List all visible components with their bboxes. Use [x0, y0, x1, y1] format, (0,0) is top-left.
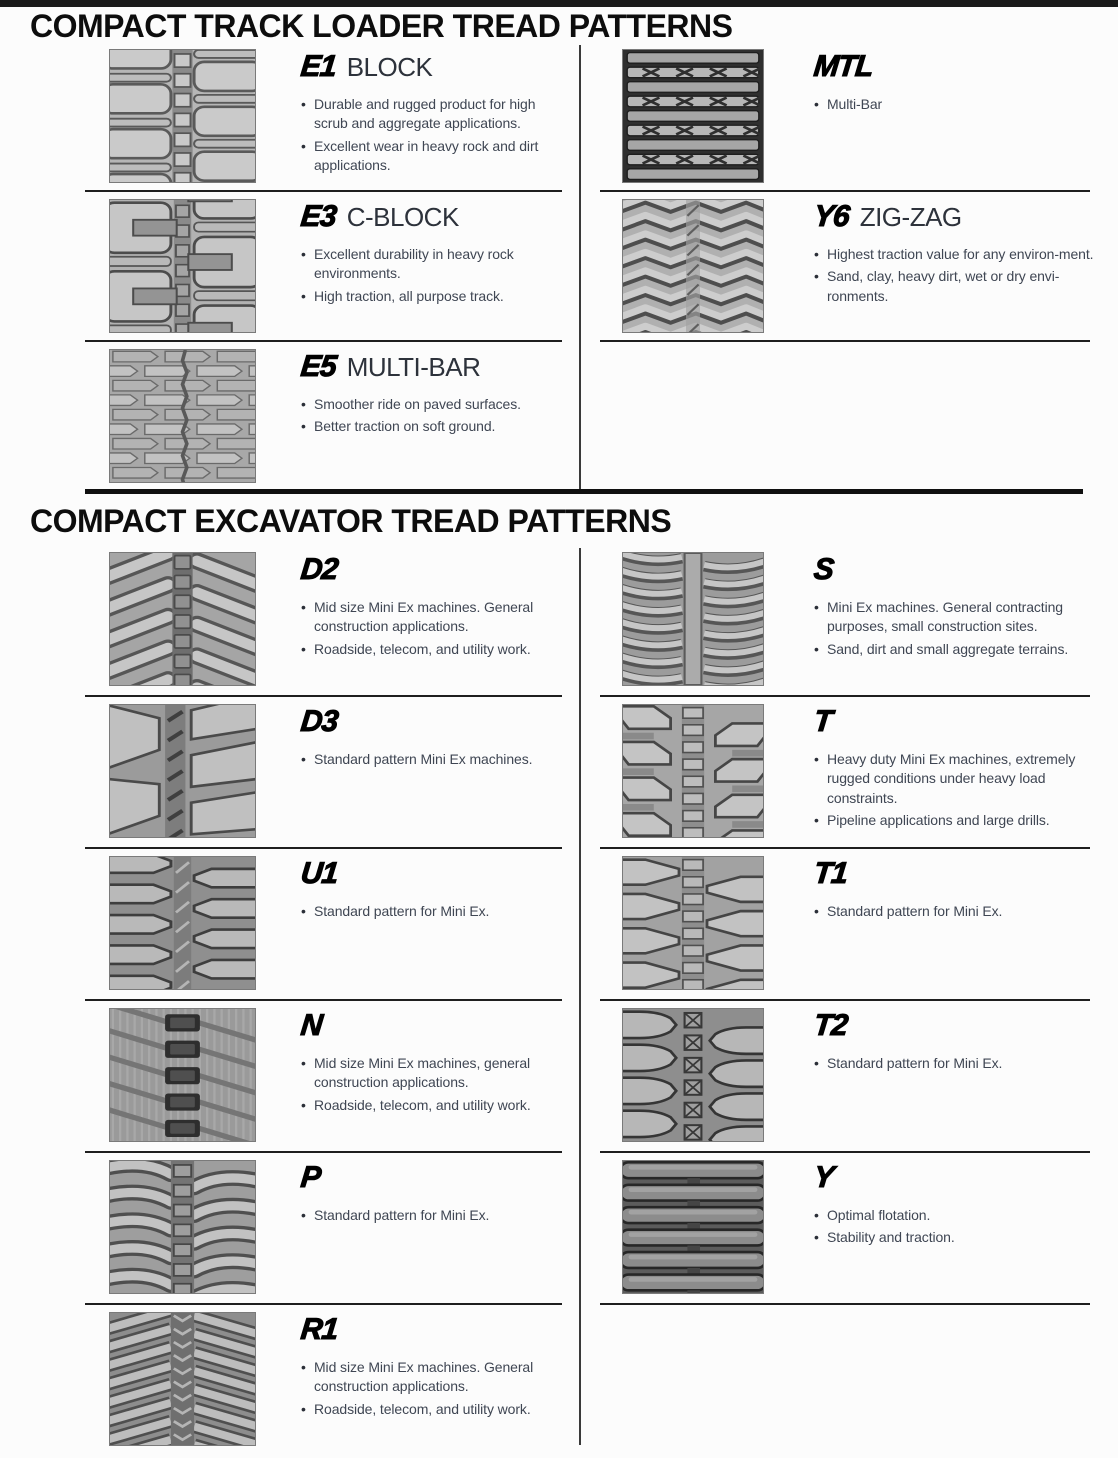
tread-image-u1 — [109, 856, 256, 990]
excavator-right-column — [600, 545, 1090, 1305]
pattern-heading — [814, 857, 1094, 891]
pattern-code: P — [299, 1161, 322, 1194]
pattern-bullets — [814, 95, 1094, 114]
tread-pattern-art — [623, 50, 763, 182]
pattern-info — [301, 349, 553, 440]
bullet-item: • Multi-Bar — [814, 95, 1094, 114]
excavator-left-column — [85, 545, 562, 1457]
bullet-item: • Excellent durability in heavy rock environments. — [301, 245, 553, 284]
pattern-info — [301, 1312, 553, 1422]
pattern-bullets — [301, 245, 553, 306]
tread-image-p — [109, 1160, 256, 1294]
bullet-item: • Standard pattern for Mini Ex. — [814, 1054, 1094, 1073]
bullet-item: • Mid size Mini Ex machines. General construction applications. — [301, 1358, 553, 1397]
pattern-name: C-BLOCK — [346, 202, 459, 232]
bullet-item: • Mid size Mini Ex machines, general construction applications. — [301, 1054, 553, 1093]
pattern-info — [301, 1160, 553, 1228]
tread-pattern-art — [110, 1313, 255, 1445]
pattern-code: E5 — [299, 350, 338, 383]
section-title-track-loader: COMPACT TRACK LOADER TREAD PATTERNS — [30, 8, 733, 44]
tread-pattern-art — [110, 553, 255, 685]
pattern-info — [301, 199, 553, 309]
tread-pattern-art — [623, 1009, 763, 1141]
pattern-heading — [301, 553, 553, 587]
bullet-item: • Standard pattern for Mini Ex. — [814, 902, 1094, 921]
bullet-item: • Sand, clay, heavy dirt, wet or dry envi-ronments. — [814, 267, 1094, 306]
pattern-code: R1 — [299, 1313, 340, 1346]
pattern-heading — [814, 1161, 1094, 1195]
pattern-row — [600, 192, 1094, 342]
pattern-bullets — [301, 395, 553, 437]
tread-image-s — [622, 552, 764, 686]
pattern-code: S — [812, 553, 835, 586]
pattern-bullets — [301, 598, 553, 659]
pattern-code: T2 — [812, 1009, 849, 1042]
pattern-bullets — [301, 750, 553, 769]
tread-image-t — [622, 704, 764, 838]
bullet-item: • Mini Ex machines. General contracting purposes, small construction sites. — [814, 598, 1094, 637]
pattern-heading — [814, 50, 1094, 84]
pattern-bullets — [301, 902, 553, 921]
bullet-item: • Highest traction value for any environ-ment. — [814, 245, 1094, 264]
bullet-item: • Better traction on soft ground. — [301, 417, 553, 436]
tread-image-mtl — [622, 49, 764, 183]
pattern-info — [814, 49, 1094, 117]
track-loader-right-column — [600, 42, 1094, 342]
bullet-item: • Standard pattern Mini Ex machines. — [301, 750, 553, 769]
tread-pattern-art — [623, 553, 763, 685]
pattern-bullets — [814, 245, 1094, 306]
pattern-heading — [814, 200, 1094, 234]
tread-pattern-art — [110, 857, 255, 989]
pattern-info — [814, 704, 1094, 833]
tread-pattern-art — [110, 350, 255, 482]
page-top-rule — [0, 0, 1118, 7]
pattern-info — [301, 704, 553, 772]
bullet-item: • Pipeline applications and large drills. — [814, 811, 1094, 830]
pattern-info — [814, 552, 1094, 662]
pattern-info — [301, 856, 553, 924]
pattern-row — [600, 1001, 1090, 1153]
pattern-bullets — [814, 1206, 1094, 1248]
tread-image-d2 — [109, 552, 256, 686]
pattern-info — [814, 1160, 1094, 1251]
tread-pattern-art — [110, 50, 255, 182]
pattern-info — [301, 552, 553, 662]
tread-image-n — [109, 1008, 256, 1142]
pattern-row — [85, 42, 562, 192]
pattern-name: ZIG-ZAG — [859, 202, 962, 232]
tread-image-r1 — [109, 1312, 256, 1446]
tread-image-zigzag — [622, 199, 764, 333]
bullet-item: • Roadside, telecom, and utility work. — [301, 1096, 553, 1115]
pattern-heading — [301, 200, 553, 234]
bullet-item: • High traction, all purpose track. — [301, 287, 553, 306]
bullet-item: • Durable and rugged product for high scrub and aggregate applications. — [301, 95, 553, 134]
pattern-bullets — [814, 1054, 1094, 1073]
pattern-row — [85, 697, 562, 849]
pattern-code: D3 — [299, 705, 340, 738]
pattern-info — [814, 1008, 1094, 1076]
bullet-item: • Excellent wear in heavy rock and dirt applications. — [301, 137, 553, 176]
pattern-code: Y6 — [812, 200, 851, 233]
tread-image-cblock — [109, 199, 256, 333]
bullet-item: • Smoother ride on paved surfaces. — [301, 395, 553, 414]
tread-pattern-art — [623, 1161, 763, 1293]
pattern-row — [600, 545, 1090, 697]
tread-image-d3 — [109, 704, 256, 838]
pattern-info — [301, 1008, 553, 1118]
pattern-code: U1 — [299, 857, 340, 890]
tread-image-t2 — [622, 1008, 764, 1142]
pattern-info — [301, 49, 553, 178]
pattern-name: BLOCK — [346, 52, 433, 82]
pattern-info — [814, 856, 1094, 924]
track-loader-left-column — [85, 42, 562, 492]
pattern-row — [600, 697, 1090, 849]
pattern-bullets — [301, 1358, 553, 1419]
pattern-bullets — [301, 1054, 553, 1115]
bullet-item: • Standard pattern for Mini Ex. — [301, 1206, 553, 1225]
tread-pattern-art — [110, 705, 255, 837]
pattern-heading — [301, 1009, 553, 1043]
pattern-heading — [301, 350, 553, 384]
pattern-bullets — [814, 598, 1094, 659]
pattern-heading — [814, 705, 1094, 739]
pattern-heading — [814, 1009, 1094, 1043]
pattern-code: E3 — [299, 200, 338, 233]
column-divider-top — [579, 45, 581, 493]
bullet-item: • Heavy duty Mini Ex machines, extremely rugged conditions under heavy load constraints. — [814, 750, 1094, 808]
bullet-item: • Roadside, telecom, and utility work. — [301, 1400, 553, 1419]
section-divider-rule — [85, 489, 1083, 494]
pattern-heading — [301, 1161, 553, 1195]
tread-pattern-art — [110, 1009, 255, 1141]
pattern-bullets — [301, 1206, 553, 1225]
bullet-item: • Optimal flotation. — [814, 1206, 1094, 1225]
pattern-code: MTL — [812, 50, 875, 83]
bullet-item: • Standard pattern for Mini Ex. — [301, 902, 553, 921]
pattern-row — [85, 1001, 562, 1153]
pattern-code: T — [812, 705, 834, 738]
pattern-heading — [301, 705, 553, 739]
pattern-name: MULTI-BAR — [346, 352, 481, 382]
tread-image-y — [622, 1160, 764, 1294]
pattern-row — [600, 42, 1090, 192]
bullet-item: • Stability and traction. — [814, 1228, 1094, 1247]
bullet-item: • Roadside, telecom, and utility work. — [301, 640, 553, 659]
tread-image-multibar — [109, 349, 256, 483]
pattern-code: E1 — [299, 50, 338, 83]
tread-pattern-art — [110, 1161, 255, 1293]
pattern-heading — [301, 1313, 553, 1347]
pattern-bullets — [814, 750, 1094, 830]
tread-image-t1 — [622, 856, 764, 990]
pattern-code: D2 — [299, 553, 340, 586]
pattern-row — [85, 1153, 562, 1305]
pattern-row — [85, 1305, 562, 1457]
pattern-info — [814, 199, 1094, 309]
tread-pattern-art — [110, 200, 255, 332]
tread-pattern-art — [623, 705, 763, 837]
pattern-code: N — [299, 1009, 324, 1042]
section-title-excavator: COMPACT EXCAVATOR TREAD PATTERNS — [30, 503, 672, 539]
pattern-row — [600, 1153, 1090, 1305]
bullet-item: • Mid size Mini Ex machines. General construction applications. — [301, 598, 553, 637]
pattern-heading — [301, 857, 553, 891]
pattern-code: Y — [812, 1161, 835, 1194]
pattern-row — [600, 849, 1090, 1001]
tread-pattern-art — [623, 857, 763, 989]
tread-image-block — [109, 49, 256, 183]
pattern-row — [85, 192, 562, 342]
pattern-heading — [301, 50, 553, 84]
pattern-bullets — [301, 95, 553, 175]
column-divider-bottom — [579, 548, 581, 1445]
pattern-heading — [814, 553, 1094, 587]
pattern-row — [85, 849, 562, 1001]
pattern-row — [85, 545, 562, 697]
pattern-bullets — [814, 902, 1094, 921]
pattern-code: T1 — [812, 857, 849, 890]
tread-pattern-art — [623, 200, 763, 332]
bullet-item: • Sand, dirt and small aggregate terrains. — [814, 640, 1094, 659]
pattern-row — [85, 342, 562, 492]
